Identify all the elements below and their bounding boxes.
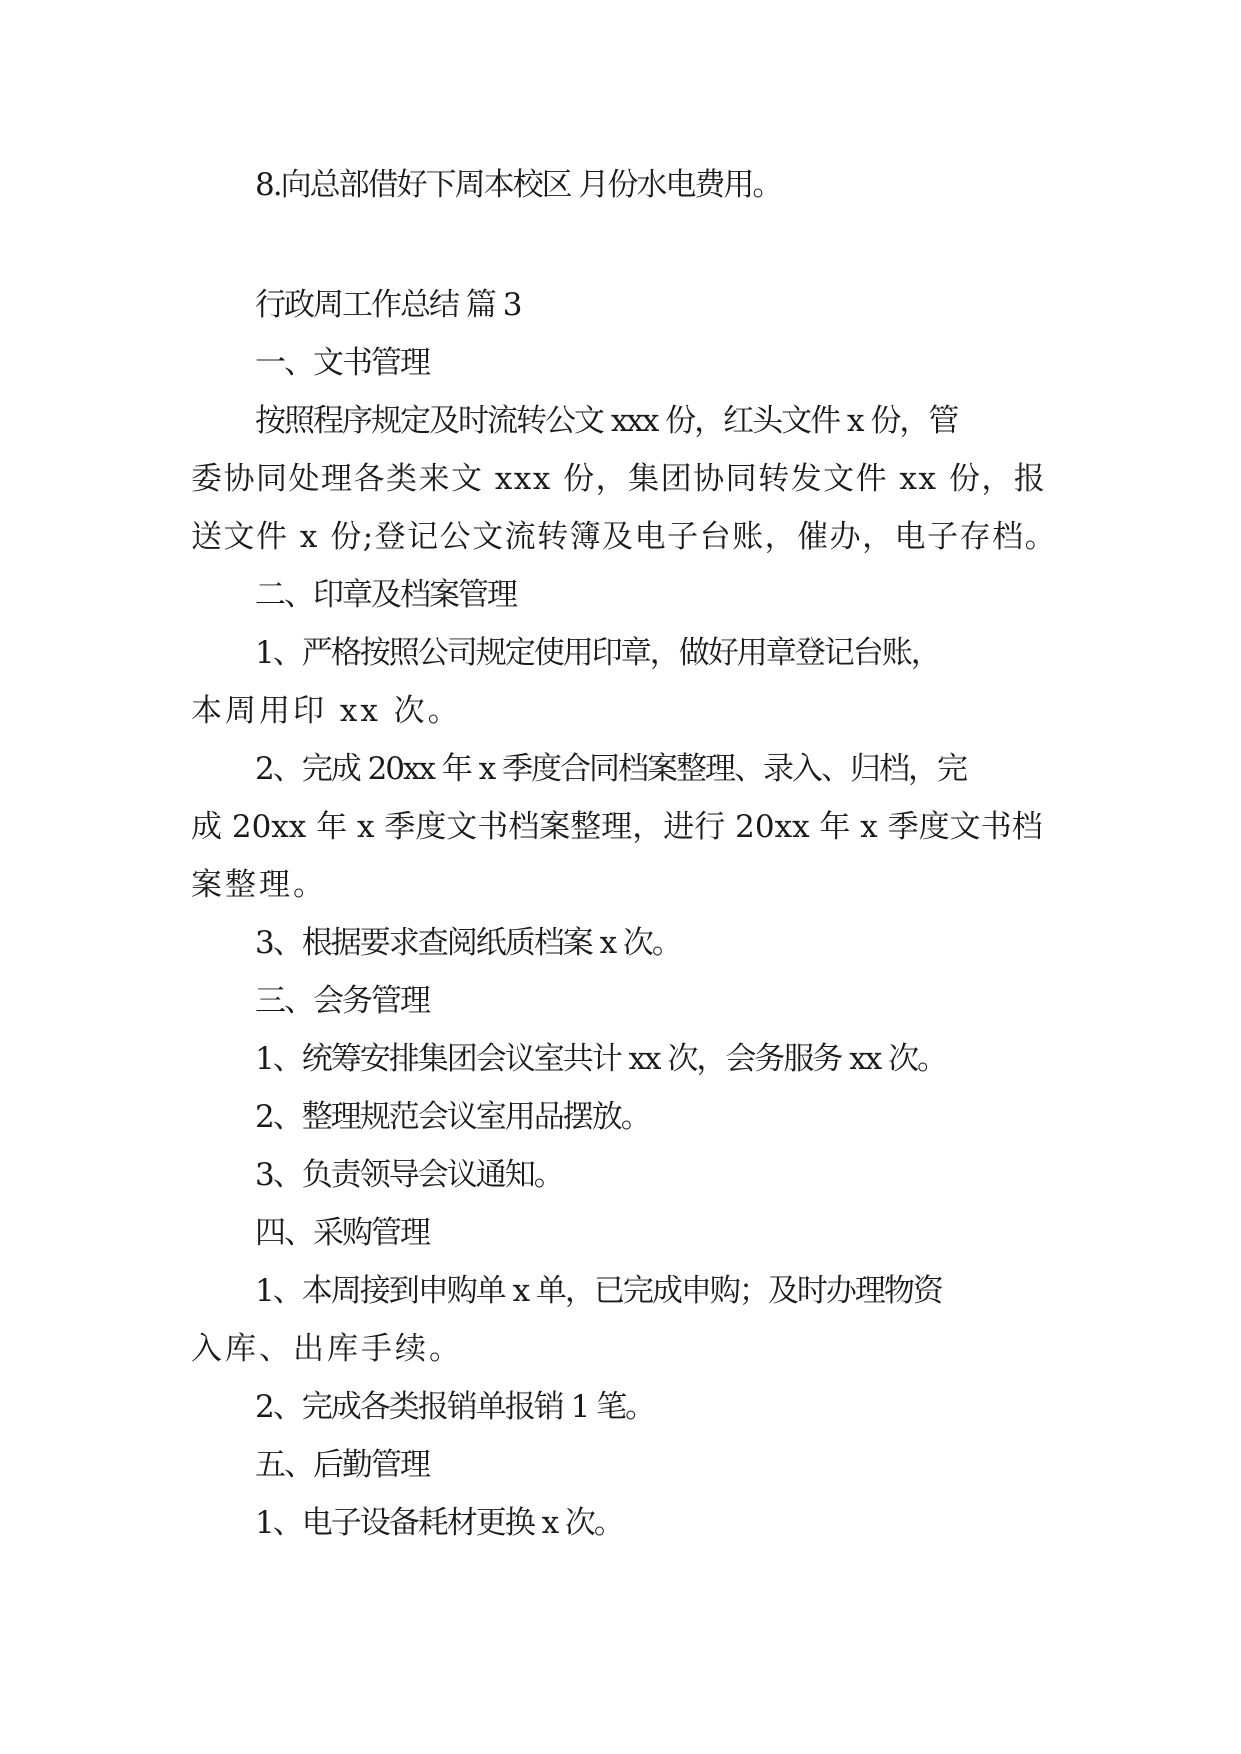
paragraph-line: 2、完成各类报销单报销 1 笔。: [255, 1389, 655, 1425]
paragraph-line: 1、统筹安排集团会议室共计 xx 次，会务服务 xx 次。: [255, 1041, 947, 1077]
heading-5: 五、后勤管理: [255, 1447, 429, 1483]
paragraph-line: 2、完成 20xx 年 x 季度合同档案整理、录入、归档，完: [255, 751, 967, 787]
heading-2: 二、印章及档案管理: [255, 577, 516, 613]
paragraph-line: 按照程序规定及时流转公文 xxx 份，红头文件 x 份，管: [255, 403, 958, 439]
heading-4: 四、采购管理: [255, 1215, 429, 1251]
section-title: 行政周工作总结 篇 3: [255, 287, 521, 323]
paragraph-line: 送文件 x 份;登记公文流转簿及电子台账，催办，电子存档。: [191, 519, 1058, 555]
paragraph-line: 1、本周接到申购单 x 单，已完成申购；及时办理物资: [255, 1273, 942, 1309]
paragraph-line: 3、根据要求查阅纸质档案 x 次。: [255, 925, 681, 961]
paragraph-line: 案整理。: [191, 867, 327, 903]
paragraph-line: 入库、出库手续。: [191, 1331, 463, 1367]
heading-1: 一、文书管理: [255, 345, 429, 381]
paragraph-line: 成 20xx 年 x 季度文书档案整理，进行 20xx 年 x 季度文书档: [191, 809, 1043, 845]
paragraph-line: 1、电子设备耗材更换 x 次。: [255, 1505, 623, 1541]
paragraph-line: 3、负责领导会议通知。: [255, 1157, 563, 1193]
paragraph-line: 2、整理规范会议室用品摆放。: [255, 1099, 650, 1135]
heading-3: 三、会务管理: [255, 983, 429, 1019]
paragraph-line: 委协同处理各类来文 xxx 份，集团协同转发文件 xx 份，报: [191, 461, 1047, 497]
paragraph-line: 本周用印 xx 次。: [191, 693, 462, 729]
paragraph-line: 1、严格按照公司规定使用印章，做好用章登记台账，: [255, 635, 940, 671]
list-item-8: 8.向总部借好下周本校区 月份水电费用。: [255, 167, 782, 203]
